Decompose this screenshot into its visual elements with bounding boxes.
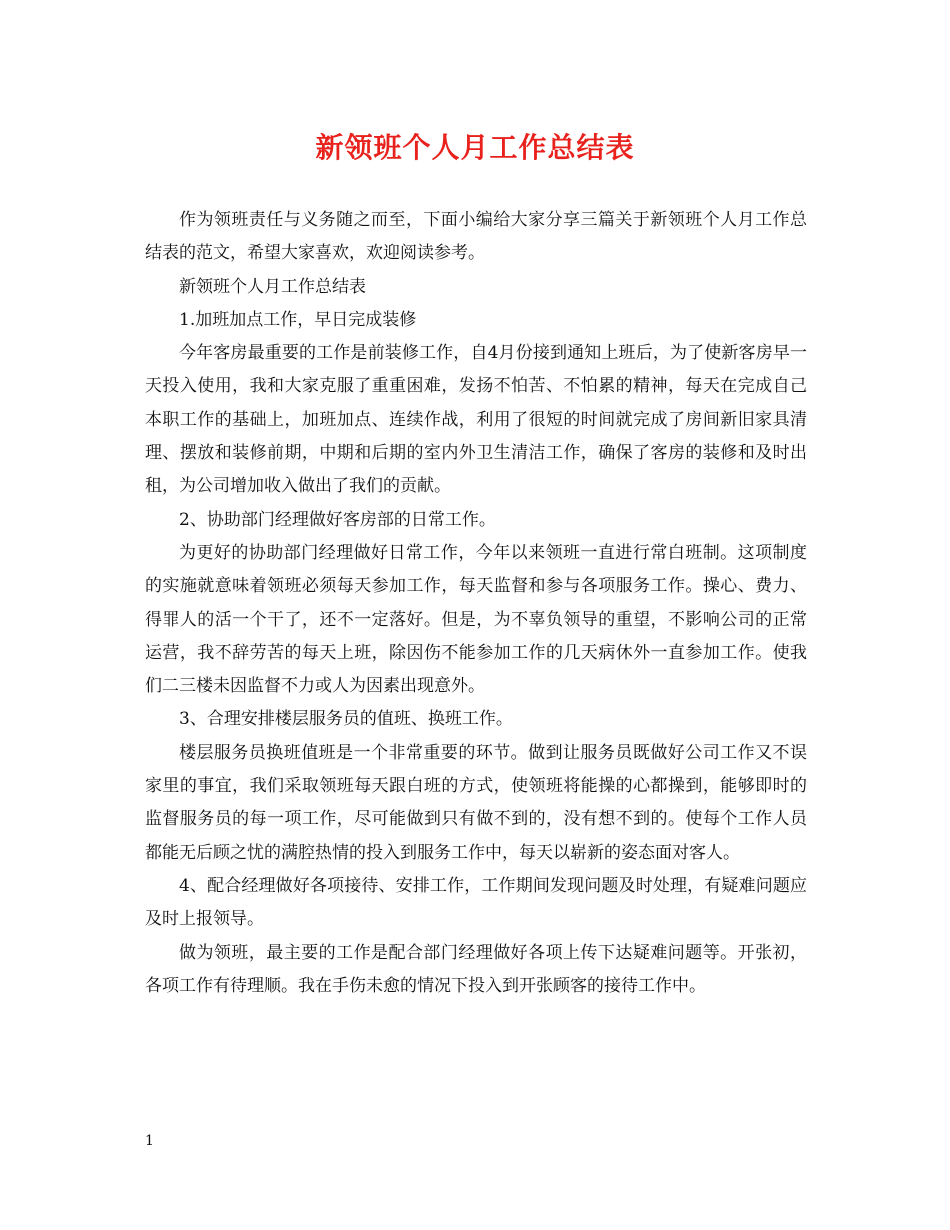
paragraph-intro: 作为领班责任与义务随之而至，下面小编给大家分享三篇关于新领班个人月工作总结表的范文，希望大家喜欢，欢迎阅读参考。: [145, 210, 807, 264]
page-number: 1: [145, 1133, 154, 1149]
section-heading-1: 1.加班加点工作，早日完成装修: [179, 309, 417, 330]
section-heading-4: 4、配合经理做好各项接待、安排工作，工作期间发现问题及时处理，有疑难问题应及时上报领导。: [145, 875, 807, 930]
section-heading-3: 3、合理安排楼层服务员的值班、换班工作。: [179, 709, 513, 730]
section-heading-2: 2、协助部门经理做好客房部的日常工作。: [179, 509, 496, 530]
document-title: 新领班个人月工作总结表: [315, 131, 635, 164]
paragraph-subtitle: 新领班个人月工作总结表: [179, 276, 366, 297]
paragraph-section-3: 楼层服务员换班值班是一个非常重要的环节。做到让服务员既做好公司工作又不误家里的事宜，我们采取领班每天跟白班的方式，使领班将能操的心都操到，能够即时的监督服务员的每一项工作，尽可能做到只有做不到的，没有想不到的。使每个工作人员都能无后顾之忧的满腔热情的投入到服务工作中，每天以崭新的姿态面对客人。: [145, 742, 807, 863]
paragraph-section-4: 做为领班，最主要的工作是配合部门经理做好各项上传下达疑难问题等。开张初，各项工作有待理顺。我在手伤未愈的情况下投入到开张顾客的接待工作中。: [145, 942, 807, 996]
paragraph-section-2: 为更好的协助部门经理做好日常工作，今年以来领班一直进行常白班制。这项制度的实施就意味着领班必须每天参加工作，每天监督和参与各项服务工作。操心、费力、得罪人的活一个干了，还不一定落好。但是，为不辜负领导的重望，不影响公司的正常运营，我不辞劳苦的每天上班，除因伤不能参加工作的几天病休外一直参加工作。使我们二三楼未因监督不力或人为因素出现意外。: [145, 542, 807, 697]
document-body: [145, 204, 807, 1003]
paragraph-section-1: 今年客房最重要的工作是前装修工作，自4月份接到通知上班后，为了使新客房早一天投入使用，我和大家克服了重重困难，发扬不怕苦、不怕累的精神，每天在完成自己本职工作的基础上，加班加点、连续作战，利用了很短的时间就完成了房间新旧家具清理、摆放和装修前期，中期和后期的室内外卫生清洁工作，确保了客房的装修和及时出租，为公司增加收入做出了我们的贡献。: [145, 343, 807, 497]
